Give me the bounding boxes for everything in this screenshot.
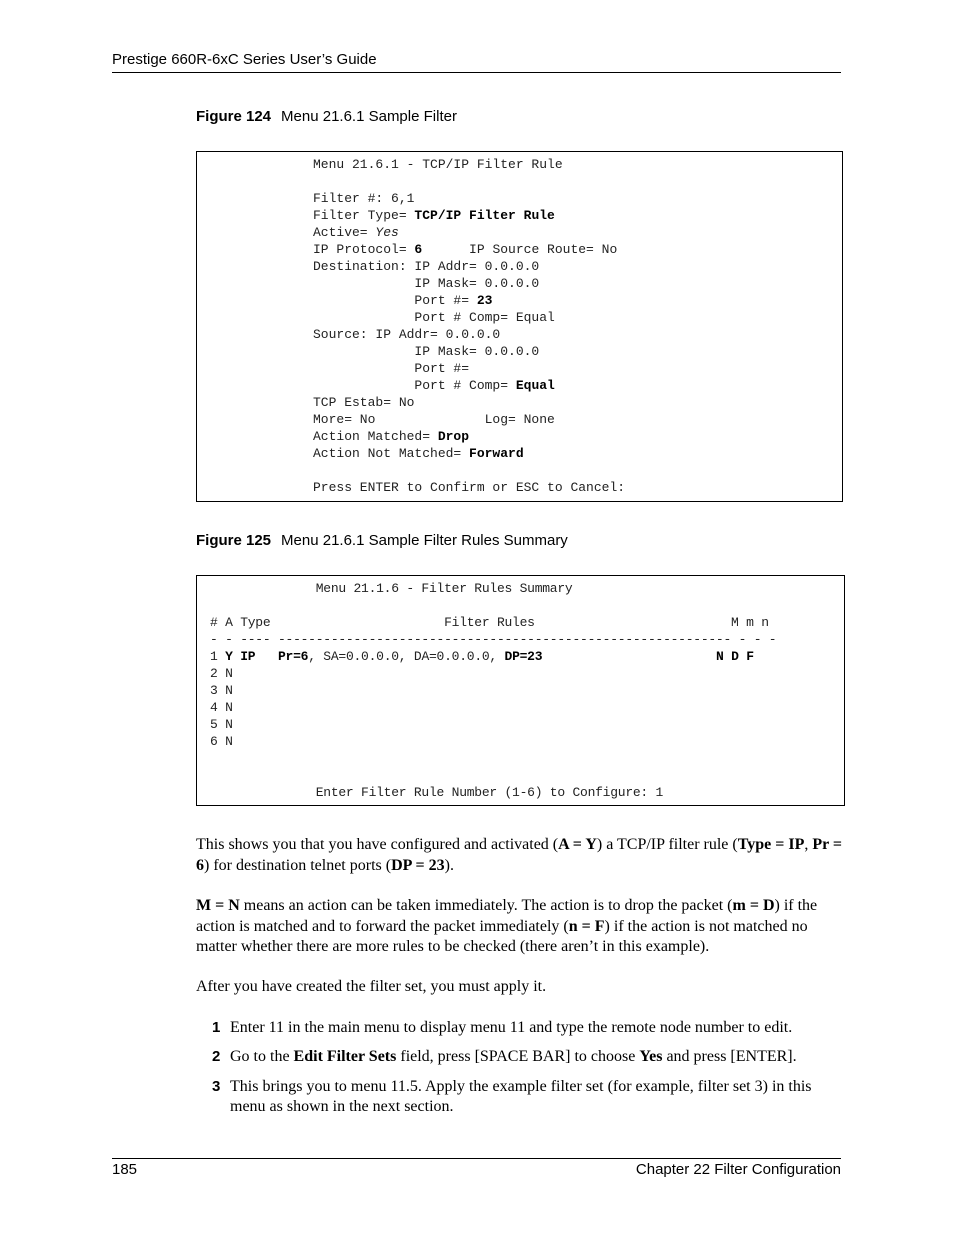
text-run: DP=23 — [504, 649, 543, 664]
chapter-title: Chapter 22 Filter Configuration — [635, 1161, 841, 1178]
terminal-line — [313, 207, 625, 224]
step-text — [230, 1018, 850, 1038]
text-run: m = D — [732, 897, 775, 914]
text-run: n = F — [568, 917, 605, 935]
terminal-line — [313, 411, 625, 428]
text-run: This shows you that you have configured and activated ( — [196, 836, 559, 853]
text-run: , — [804, 836, 813, 853]
text-run: 23 — [476, 293, 493, 308]
paragraph — [196, 977, 846, 998]
text-run: 6 N — [210, 734, 233, 749]
terminal-line — [313, 377, 625, 394]
text-run: ) if the action is not matched no matter whether there are more rules to be checked (there aren’t in this example). — [196, 917, 808, 955]
text-run: Yes — [639, 1048, 663, 1065]
text-run: 3 N — [210, 683, 233, 698]
text-run: IP Mask= 0.0.0.0 — [313, 276, 540, 291]
text-run: Port # Comp= — [313, 378, 516, 393]
terminal-line — [313, 326, 625, 343]
terminal-line — [313, 292, 625, 309]
terminal-screen — [210, 580, 776, 801]
figure-title: Menu 21.6.1 Sample Filter — [281, 108, 457, 125]
step-text — [230, 1047, 850, 1067]
text-run: IP Mask= 0.0.0.0 — [313, 344, 540, 359]
text-run: - - ---- ------------------------------------------------------------ - - - — [210, 632, 777, 647]
terminal-line — [313, 428, 625, 445]
figure-label: Figure 125 — [196, 532, 272, 549]
text-run: , SA=0.0.0.0, DA=0.0.0.0, — [308, 649, 505, 664]
figure-124-box — [196, 151, 843, 502]
terminal-line — [210, 665, 776, 682]
text-run: N D F — [715, 649, 754, 664]
text-run: ). — [444, 856, 454, 874]
text-run: Source: IP Addr= 0.0.0.0 — [313, 327, 501, 342]
terminal-line — [210, 767, 776, 784]
text-run: Action Not Matched= — [313, 446, 470, 461]
text-run: field, press [SPACE BAR] to choose — [396, 1048, 640, 1065]
text-run: 2 N — [210, 666, 233, 681]
text-run: Port #= — [313, 293, 477, 308]
text-run: 4 N — [210, 700, 233, 715]
text-run: ) for destination telnet ports ( — [204, 856, 392, 874]
terminal-line — [313, 241, 625, 258]
terminal-line — [210, 750, 776, 767]
step-number: 2 — [212, 1048, 221, 1065]
text-run: This brings you to menu 11.5. Apply the example filter set (for example, filter set 3) in this menu as shown in the next section. — [230, 1078, 812, 1115]
figure-title: Menu 21.6.1 Sample Filter Rules Summary — [281, 532, 568, 549]
terminal-screen — [313, 156, 625, 496]
text-run: Drop — [437, 429, 470, 444]
text-run: ) if the action is matched and to forward the packet immediately ( — [196, 897, 818, 935]
terminal-line — [313, 479, 625, 496]
figure-124-caption — [196, 108, 457, 125]
step-number: 3 — [212, 1078, 221, 1095]
terminal-line — [313, 445, 625, 462]
text-run: Yes — [375, 225, 399, 240]
terminal-line — [210, 580, 776, 597]
text-run: 1 — [210, 649, 226, 664]
text-run: TCP Estab= No — [313, 395, 415, 410]
step-number: 1 — [212, 1019, 221, 1036]
text-run: # A Type Filter Rules M m n — [210, 615, 769, 630]
text-run: Type = IP — [737, 836, 805, 853]
text-run: Active= — [313, 225, 376, 240]
terminal-line — [313, 173, 625, 190]
figure-label: Figure 124 — [196, 108, 272, 125]
terminal-line — [313, 394, 625, 411]
text-run: Filter Type= — [313, 208, 415, 223]
terminal-line — [313, 309, 625, 326]
terminal-line — [210, 631, 776, 648]
page-header: Prestige 660R-6xC Series User’s Guide — [112, 51, 377, 68]
text-run: More= No Log= None — [313, 412, 555, 427]
text-run: A = Y — [558, 836, 597, 853]
terminal-line — [210, 648, 776, 665]
text-run: Destination: IP Addr= 0.0.0.0 — [313, 259, 540, 274]
text-run: IP Source Route= No — [422, 242, 618, 257]
text-run: Filter #: 6,1 — [313, 191, 415, 206]
text-run: After you have created the filter set, you must apply it. — [196, 978, 547, 995]
text-run: 5 N — [210, 717, 233, 732]
terminal-line — [313, 360, 625, 377]
text-run: Port # Comp= Equal — [313, 310, 555, 325]
terminal-line — [313, 275, 625, 292]
terminal-line — [313, 343, 625, 360]
terminal-line — [210, 699, 776, 716]
text-run: Menu 21.6.1 - TCP/IP Filter Rule — [313, 157, 563, 172]
text-run: M = N — [196, 897, 240, 914]
text-run: Menu 21.1.6 - Filter Rules Summary — [210, 581, 573, 596]
terminal-line — [210, 716, 776, 733]
terminal-line — [313, 224, 625, 241]
text-run: Edit Filter Sets — [293, 1048, 397, 1065]
text-run: ) a TCP/IP filter rule ( — [596, 836, 738, 853]
footer-rule — [112, 1158, 841, 1159]
figure-125-caption — [196, 532, 568, 549]
paragraph — [196, 835, 846, 876]
header-rule — [112, 72, 841, 73]
terminal-line — [313, 462, 625, 479]
step-text — [230, 1077, 850, 1117]
terminal-line — [313, 258, 625, 275]
text-run: Action Matched= — [313, 429, 438, 444]
text-run: means an action can be taken immediately. The action is to drop the packet ( — [239, 897, 733, 914]
text-run — [542, 649, 716, 664]
terminal-line — [210, 597, 776, 614]
text-run: Enter 11 in the main menu to display menu 11 and type the remote node number to edit. — [230, 1019, 793, 1036]
text-run: Go to the — [230, 1048, 294, 1065]
text-run: Y IP Pr=6 — [225, 649, 309, 664]
terminal-line — [210, 682, 776, 699]
text-run: Forward — [469, 446, 524, 461]
text-run: DP = 23 — [391, 856, 445, 874]
terminal-line — [313, 156, 625, 173]
figure-125-box — [196, 575, 845, 806]
terminal-line — [313, 190, 625, 207]
paragraph — [196, 896, 846, 958]
text-run: Press ENTER to Confirm or ESC to Cancel: — [313, 480, 626, 495]
page-number: 185 — [112, 1161, 138, 1178]
terminal-line — [210, 784, 776, 801]
text-run: Enter Filter Rule Number (1-6) to Configure: 1 — [210, 785, 664, 800]
terminal-line — [210, 614, 776, 631]
text-run: and press [ENTER]. — [662, 1048, 797, 1065]
text-run: Equal — [515, 378, 555, 393]
text-run: IP Protocol= — [313, 242, 415, 257]
text-run: Port #= — [313, 361, 470, 376]
terminal-line — [210, 733, 776, 750]
text-run: 6 — [414, 242, 423, 257]
text-run: TCP/IP Filter Rule — [414, 208, 555, 223]
text-run: Pr = 6 — [196, 836, 843, 874]
